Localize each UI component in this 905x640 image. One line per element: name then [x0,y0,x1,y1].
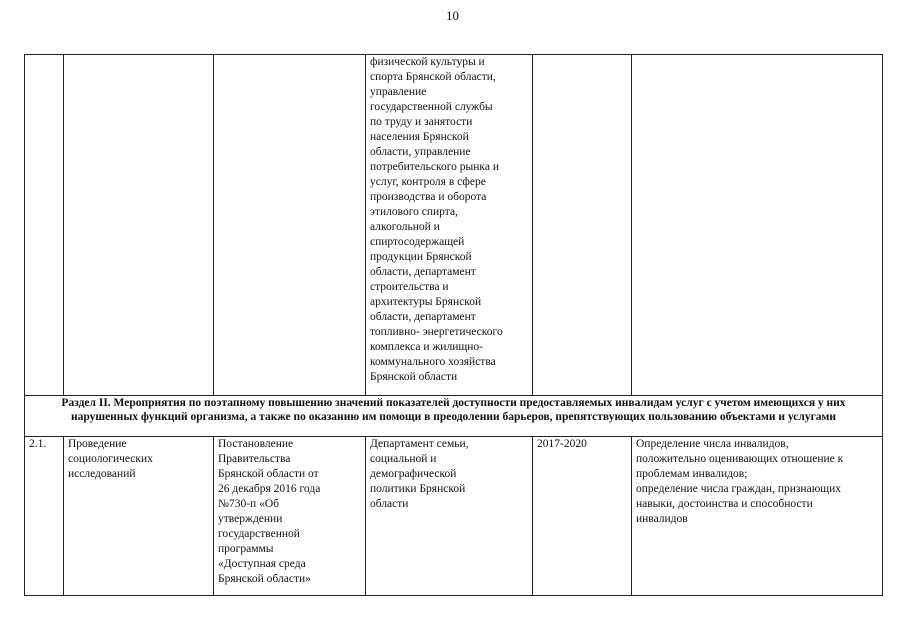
section-title: Раздел II. Мероприятия по поэтапному повышению значений показателей доступности предоставляемых инвалидам услуг с учетом имеющихся у них нарушенных функций организма, а также по оказанию им помощи в преодолении барьеров, препятствующих пользованию объектами и услугами [25,396,883,437]
page-number: 10 [446,8,459,23]
event-name: Проведение социологических исследований [64,437,214,596]
row-number: 2.1. [25,437,64,596]
continuation-row [25,55,883,396]
cell-number [25,55,64,396]
cell-basis [214,55,366,396]
legal-basis: Постановление Правительства Брянской области от 26 декабря 2016 года №730-п «Об утверждении государственной программы «Доступная среда Брянской области» [214,437,366,596]
cell-result [632,55,883,396]
expected-result: Определение числа инвалидов, положительно оценивающих отношение к проблемам инвалидов; определение числа граждан, признающих навыки, достоинства и способности инвалидов [632,437,883,596]
implementation-period: 2017-2020 [533,437,632,596]
measures-table [24,54,883,596]
section-header-row [25,396,883,437]
responsible-executor: Департамент семьи, социальной и демографической политики Брянской области [366,437,533,596]
cell-period [533,55,632,396]
cell-event [64,55,214,396]
cell-executors: физической культуры и спорта Брянской области, управление государственной службы по труду и занятости населения Брянской области, управление потребительского рынка и услуг, контроля в сфере производства и оборота этилового спирта, алкогольной и спиртосодержащей продукции Брянской области, департамент строительства и архитектуры Брянской области, департамент топливно- энергетического комплекса и жилищно- коммунального хозяйства Брянской области [366,55,533,396]
table-row [25,437,883,596]
